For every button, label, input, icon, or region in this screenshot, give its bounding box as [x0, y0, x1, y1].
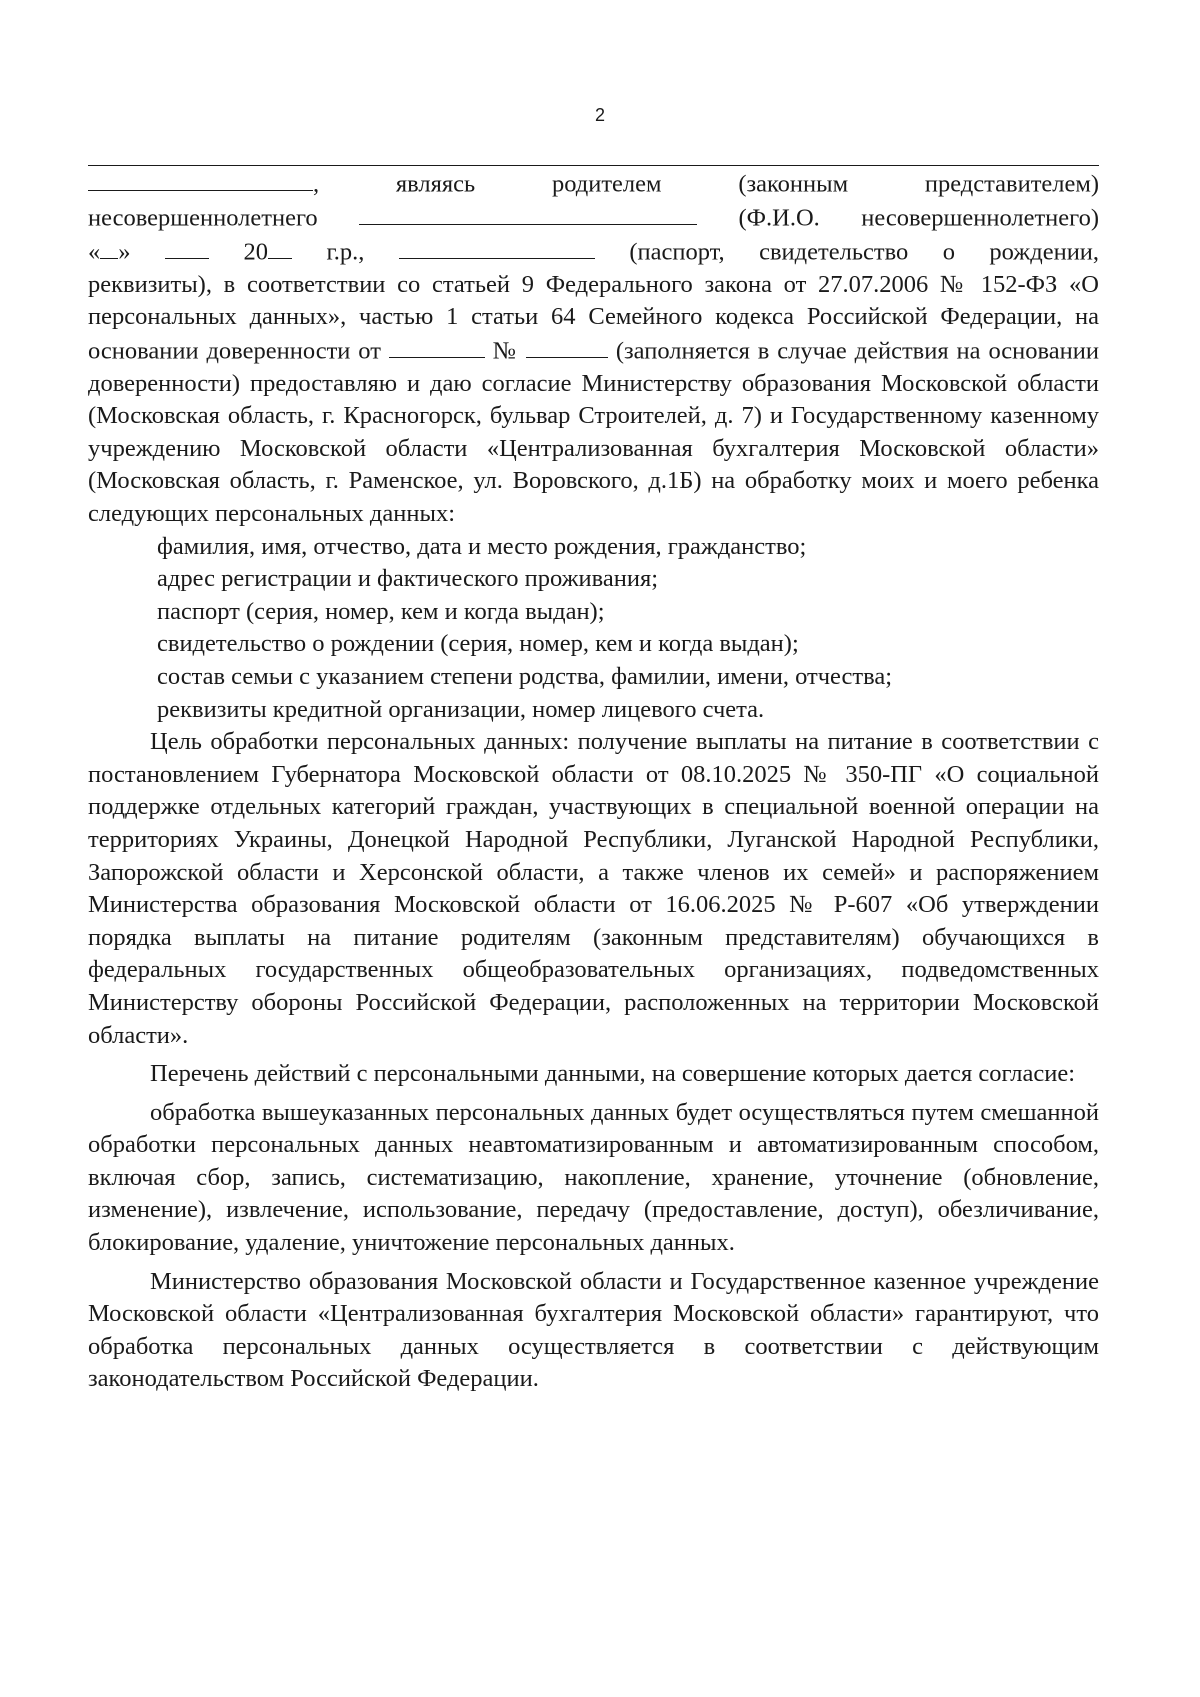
consent-header-line-1: , являясь родителем (законным представителем) [88, 167, 1099, 201]
purpose-paragraph: Цель обработки персональных данных: получение выплаты на питание в соответствии с постановлением Губернатора Московской области от 08.10.2025 № 350-ПГ «О социальной поддержке отдельных категорий граждан, участвующих в специальной военной операции на территориях Украины, Донецкой Народной Республики, Луганской Народной Республики, Запорожской области и Херсонской области, а также членов их семей» и распоряжением Министерства образования Московской области от 16.06.2025 № Р-607 «Об утверждении порядка выплаты на питание родителям (законным представителям) обучающихся в федеральных государственных общеобразовательных организациях, подведомственных Министерству обороны Российской Федерации, расположенных на территории Московской области». [88, 728, 1099, 1049]
birth-month-blank [165, 235, 209, 259]
birth-day-blank [100, 235, 118, 259]
list-item: состав семьи с указанием степени родства, фамилии, имени, отчества; [157, 662, 893, 690]
consent-main-paragraph: реквизиты), в соответствии со статьей 9 Федерального закона от 27.07.2006 № 152-ФЗ «О персональных данных», частью 1 статьи 64 Семейного кодекса Российской Федерации, на основании доверенности от № (заполняется в случае действия на основании доверенности) предоставляю и даю согласие Министерству образования Московской области (Московская область, г. Красногорск, бульвар Строителей, д. 7) и Государственному казенному учреждению Московской области «Централизованная бухгалтерия Московской области» (Московская область, г. Раменское, ул. Воровского, д.1Б) на обработку моих и моего ребенка следующих персональных данных: [88, 270, 1099, 527]
document-body [88, 165, 1099, 1396]
name-fill-line [88, 165, 1099, 166]
consent-header-line-2: несовершеннолетнего (Ф.И.О. несовершеннолетнего) [88, 201, 1099, 235]
list-item: свидетельство о рождении (серия, номер, кем и когда выдан); [157, 630, 799, 658]
birth-year-blank [268, 235, 292, 259]
list-item: реквизиты кредитной организации, номер лицевого счета. [157, 695, 765, 723]
page-number: 2 [594, 105, 605, 125]
actions-intro-paragraph: Перечень действий с персональными данными, на совершение которых дается согласие: [150, 1060, 1076, 1088]
list-item: фамилия, имя, отчество, дата и место рождения, гражданство; [157, 532, 807, 560]
guarantee-paragraph: Министерство образования Московской области и Государственное казенное учреждение Московской области «Централизованная бухгалтерия Московской области» гарантируют, что обработка персональных данных осуществляется в соответствии с действующим законодательством Российской Федерации. [88, 1267, 1099, 1393]
actions-paragraph: обработка вышеуказанных персональных данных будет осуществляться путем смешанной обработки персональных данных неавтоматизированным и автоматизированным способом, включая сбор, запись, систематизацию, накопление, хранение, уточнение (обновление, изменение), извлечение, использование, передачу (предоставление, доступ), обезличивание, блокирование, удаление, уничтожение персональных данных. [88, 1098, 1099, 1257]
personal-data-list [88, 531, 1099, 727]
name-blank [88, 167, 313, 191]
list-item: адрес регистрации и фактического проживания; [157, 565, 659, 593]
consent-header-line-3: « » 20 г.р., (паспорт, свидетельство о рождении, [88, 235, 1099, 269]
document-details-blank [399, 235, 595, 259]
power-of-attorney-date-blank [389, 334, 485, 358]
minor-name-blank [359, 201, 697, 225]
list-item: паспорт (серия, номер, кем и когда выдан); [157, 597, 605, 625]
power-of-attorney-number-blank [526, 334, 608, 358]
